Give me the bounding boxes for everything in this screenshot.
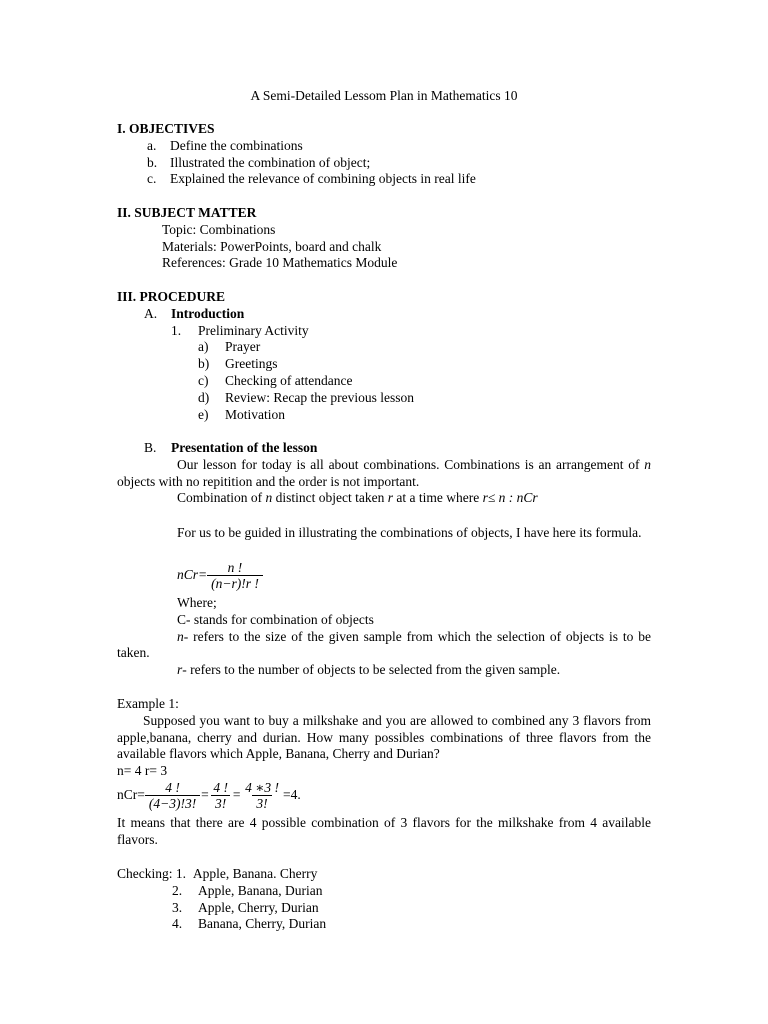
subject-matter-section <box>117 205 651 272</box>
calc-fraction-3: $\frac{4 ∗3 !}{3!}$ <box>245 780 280 811</box>
formula-intro-paragraph: For us to be guided in illustrating the combinations of objects, I have here its formula. <box>177 525 642 540</box>
intro-heading: A. Introduction <box>144 305 245 321</box>
list-item: b) Greetings <box>198 356 278 372</box>
list-item: b. Illustrated the combination of object; <box>147 154 371 170</box>
combination-formula: nCr= $\frac{n !}{(n-r)!r !}$ <box>117 560 651 591</box>
list-item: d) Review: Recap the previous lesson <box>198 389 414 405</box>
procedure-section <box>117 289 651 423</box>
list-item: a. Define the combinations <box>147 137 303 153</box>
example-conclusion: It means that there are 4 possible combination of 3 flavors for the milkshake from 4 available flavors. <box>117 815 651 847</box>
list-item: e) Motivation <box>198 406 285 422</box>
list-item: Checking: 1. Apple, Banana. Cherry <box>117 866 318 881</box>
references-line: References: Grade 10 Mathematics Module <box>162 255 398 271</box>
list-item: 2. Apple, Banana, Durian <box>172 882 323 898</box>
list-item: c. Explained the relevance of combining objects in real life <box>147 171 476 187</box>
where-label: Where; <box>177 595 217 610</box>
preliminary-activity: 1. Preliminary Activity <box>171 322 309 338</box>
presentation-paragraph-2: Combination of n distinct object taken r at a time where r≤ n : nCr <box>177 490 538 506</box>
definition-c: C- stands for combination of objects <box>177 611 374 627</box>
definition-r: r- refers to the number of objects to be selected from the given sample. <box>177 662 561 678</box>
presentation-paragraph-1: Our lesson for today is all about combinations. Combinations is an arrangement of n objects with no repitition and the order is not important. <box>117 456 651 489</box>
calc-fraction-2: $\frac{4 !}{3!}$ <box>209 780 232 811</box>
list-item: 4. Banana, Cherry, Durian <box>172 916 327 932</box>
objectives-section <box>117 121 651 188</box>
example-calculation <box>117 780 651 811</box>
example-given: n= 4 r= 3 <box>117 763 168 779</box>
presentation-heading: B. Presentation of the lesson <box>144 440 318 455</box>
subject-matter-heading: II. SUBJECT MATTER <box>117 205 257 220</box>
checking-section <box>117 866 651 933</box>
definitions-block <box>117 595 651 679</box>
list-item: 3. Apple, Cherry, Durian <box>172 899 319 915</box>
list-item: a) Prayer <box>198 339 261 355</box>
list-item: c) Checking of attendance <box>198 372 353 388</box>
presentation-section <box>117 440 651 507</box>
topic-line: Topic: Combinations <box>162 221 276 237</box>
definition-n: n- refers to the size of the given sample from which the selection of objects is to be taken. <box>117 628 651 661</box>
calc-fraction-1: $\frac{4 !}{(4-3)!3!}$ <box>145 780 200 811</box>
example-problem: Supposed you want to buy a milkshake and you are allowed to combined any 3 flavors from apple,banana, cherry and durian. How many possibles combinations of three flavors from the available flavors which Apple, Banana, Cherry and Durian? <box>117 712 651 762</box>
materials-line: Materials: PowerPoints, board and chalk <box>162 238 382 254</box>
procedure-heading: III. PROCEDURE <box>117 289 226 304</box>
example-section <box>117 696 651 780</box>
objectives-heading: I. OBJECTIVES <box>117 121 215 136</box>
formula-fraction: $\frac{n !}{(n-r)!r !}$ <box>207 560 263 591</box>
page-title: A Semi-Detailed Lessom Plan in Mathematics 10 <box>250 88 518 103</box>
example-heading: Example 1: <box>117 696 179 711</box>
formula-block <box>117 560 651 591</box>
calculation-equation: nCr= $\frac{4 !}{(4-3)!3!}$ = $\frac{4 !}{3!}$ = $\frac{4 ∗3 !}{3!}$ =4. <box>117 780 301 811</box>
